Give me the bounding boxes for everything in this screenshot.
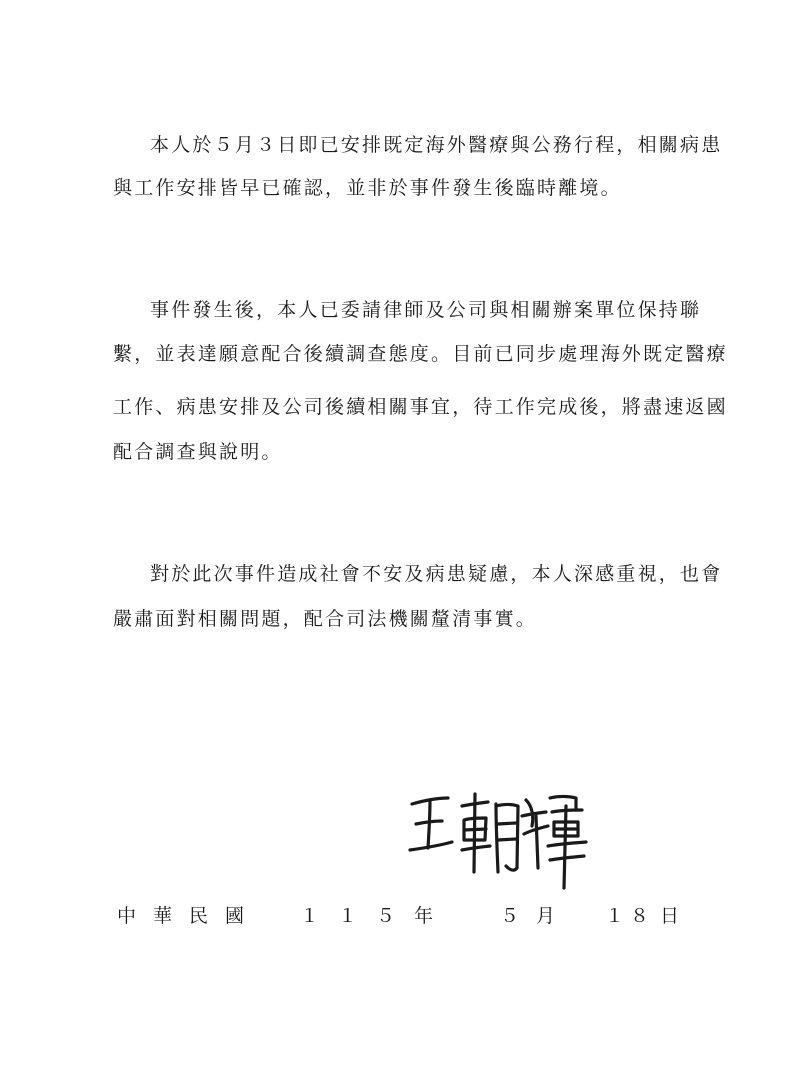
- date-day-unit: 日: [660, 905, 680, 927]
- paragraph-2-line-1: 事件發生後，本人已委請律師及公司與相關辦案單位保持聯: [150, 299, 702, 321]
- date-era-char-2: 華: [153, 905, 173, 927]
- date-era-char-1: 中: [117, 905, 137, 927]
- paragraph-2-line-3: 工作、病患安排及公司後續相關事宜，待工作完成後，將盡速返國: [113, 396, 728, 418]
- date-year-digit-2: １: [338, 905, 358, 927]
- date-month-unit: 月: [536, 905, 556, 927]
- date-day-digit-2: ８: [630, 905, 650, 927]
- date-era-char-4: 國: [225, 905, 245, 927]
- date-year-digit-3: ５: [376, 905, 396, 927]
- paragraph-1-line-2: 與工作安排皆早已確認，並非於事件發生後臨時離境。: [113, 177, 622, 199]
- date-era-char-3: 民: [189, 905, 209, 927]
- paragraph-3-line-2: 嚴肅面對相關問題，配合司法機關釐清事實。: [113, 608, 538, 630]
- date-day-digit-1: １: [605, 905, 625, 927]
- paragraph-2-line-2: 繫，並表達願意配合後續調查態度。目前已同步處理海外既定醫療: [113, 343, 728, 365]
- date-year-digit-1: １: [300, 905, 320, 927]
- paragraph-3-line-1: 對於此次事件造成社會不安及病患疑慮，本人深感重視，也會: [150, 563, 723, 585]
- paragraph-2-line-4: 配合調查與說明。: [113, 441, 283, 463]
- handwritten-signature: [400, 776, 600, 896]
- date-month: ５: [500, 905, 520, 927]
- date-year-unit: 年: [414, 905, 434, 927]
- paragraph-1-line-1: 本人於５月３日即已安排既定海外醫療與公務行程，相關病患: [150, 134, 723, 156]
